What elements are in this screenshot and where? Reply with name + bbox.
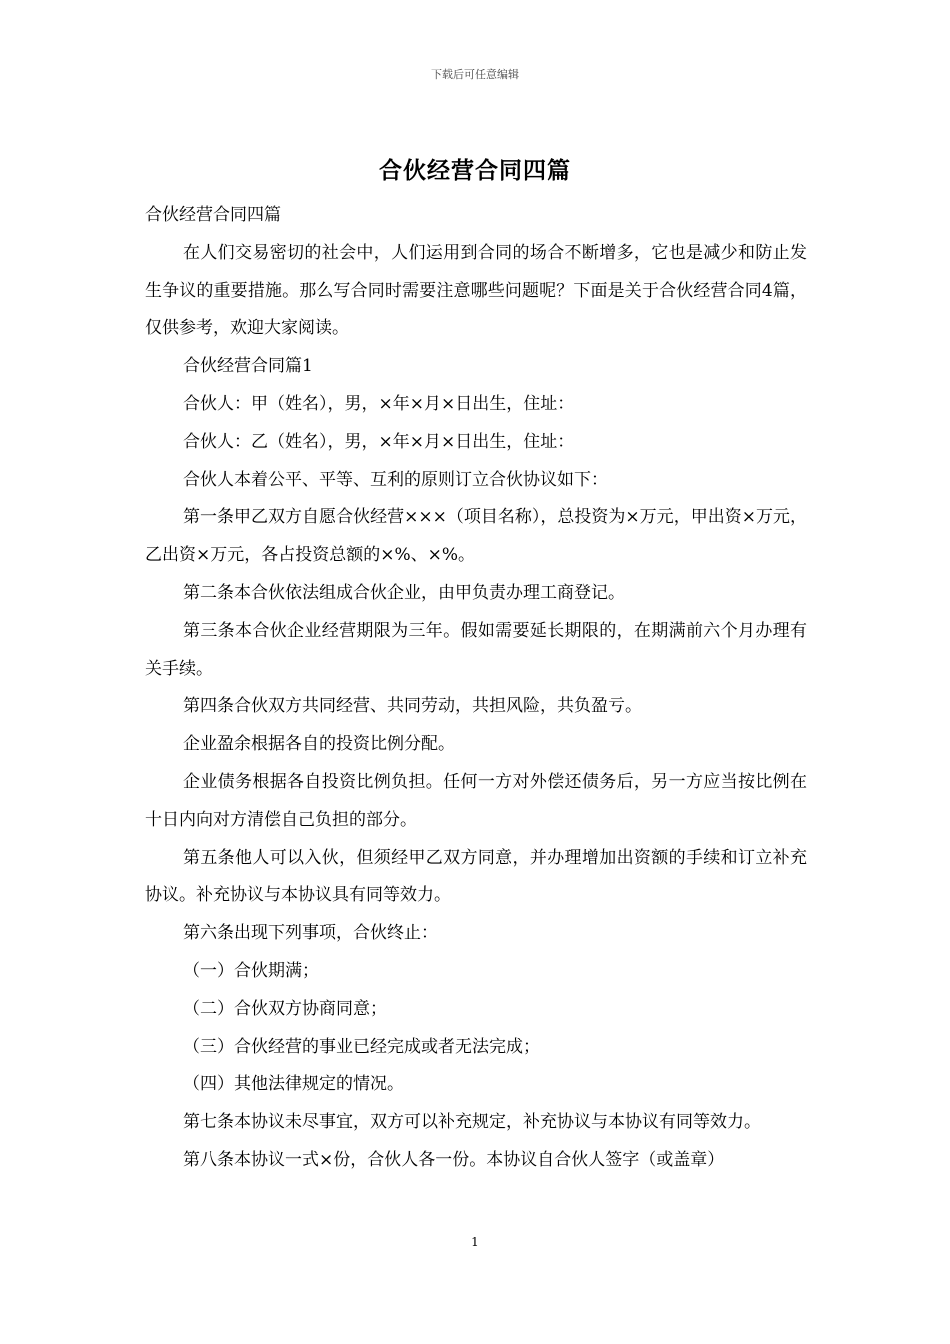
paragraph: 第七条本协议未尽事宜，双方可以补充规定，补充协议与本协议有同等效力。 [183,1112,761,1133]
paragraph: 合伙人：甲（姓名），男，×年×月×日出生，住址： [183,393,575,414]
paragraph: 第三条本合伙企业经营期限为三年。假如需要延长期限的，在期满前六个月办理有关手续。 [145,620,807,679]
paragraph: 第二条本合伙依法组成合伙企业，由甲负责办理工商登记。 [183,582,625,603]
paragraph: 合伙经营合同篇1 [183,356,313,377]
paragraph: （二）合伙双方协商同意； [183,998,387,1019]
paragraph: 第四条合伙双方共同经营、共同劳动，共担风险，共负盈亏。 [183,696,642,717]
paragraph: （四）其他法律规定的情况。 [183,1074,404,1095]
document-title: 合伙经营合同四篇 [379,157,571,184]
paragraph: 第五条他人可以入伙，但须经甲乙双方同意，并办理增加出资额的手续和订立补充协议。补充协议与本协议具有同等效力。 [145,847,807,906]
paragraph: 合伙经营合同四篇 [145,205,281,225]
page-header: 下载后可任意编辑 [431,68,519,81]
document-body [145,197,807,1180]
paragraph: （三）合伙经营的事业已经完成或者无法完成； [183,1036,540,1057]
paragraph: 企业盈余根据各自的投资比例分配。 [183,734,455,755]
page-number: 1 [471,1235,479,1249]
paragraph: 第六条出现下列事项，合伙终止： [183,923,438,944]
paragraph: 在人们交易密切的社会中，人们运用到合同的场合不断增多，它也是减少和防止发生争议的重要措施。那么写合同时需要注意哪些问题呢？下面是关于合伙经营合同4篇，仅供参考，欢迎大家阅读。 [145,242,807,339]
paragraph: 第八条本协议一式×份，合伙人各一份。本协议自合伙人签字（或盖章） [183,1149,725,1170]
paragraph: 合伙人：乙（姓名），男，×年×月×日出生，住址： [183,431,575,452]
paragraph: 第一条甲乙双方自愿合伙经营×××（项目名称），总投资为×万元，甲出资×万元，乙出资×万元，各占投资总额的×%、×%。 [145,507,807,566]
paragraph: 合伙人本着公平、平等、互利的原则订立合伙协议如下： [183,469,608,490]
paragraph: （一）合伙期满； [183,960,319,981]
paragraph: 企业债务根据各自投资比例负担。任何一方对外偿还债务后，另一方应当按比例在十日内向对方清偿自己负担的部分。 [145,771,807,830]
